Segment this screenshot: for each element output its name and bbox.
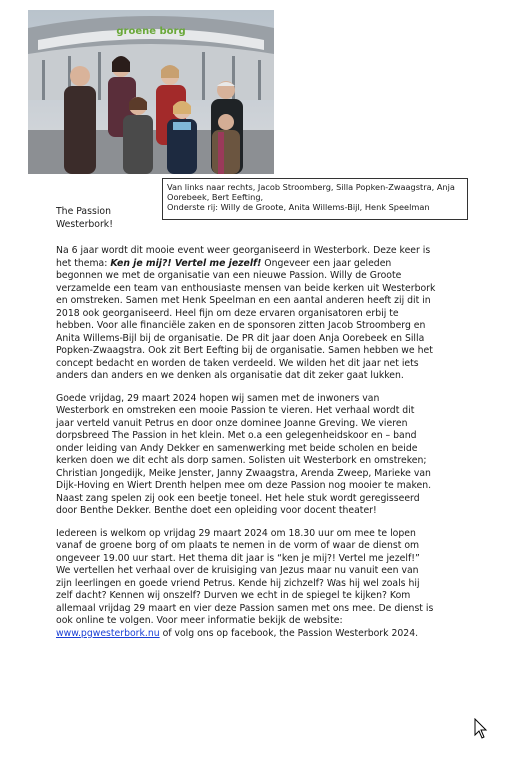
text-line: Anita Willems-Bijl bij de organisatie. De PR dit jaar doen Anja Oorebeek en Silla [56, 332, 425, 344]
after-link-text: of volg ons op facebook, the Passion Westerbork 2024. [159, 627, 419, 639]
side-title-line: The Passion [56, 206, 111, 217]
article-body [56, 245, 468, 650]
text-line: begonnen we met de organisatie van een nieuwe Passion. Willy de Groote [56, 270, 402, 281]
paragraph-intro [56, 245, 468, 383]
text-line: Popken-Zwaagstra. Ook zit Bert Eefting bij de organisatie. Samen hebben we het [56, 345, 433, 356]
text-line: We vertellen het verhaal over de kruisiging van Jezus maar nu vanuit een van [56, 565, 419, 576]
text-line: allemaal vrijdag 29 maart en vier deze Passion samen met ons mee. De dienst is [56, 602, 434, 614]
pointer-icon [474, 718, 488, 740]
theme-prefix: het thema: [56, 257, 111, 269]
website-link[interactable]: www.pgwesterbork.nu [56, 627, 160, 639]
text-line: ook online te volgen. Voor meer informatie bekijk de website: [56, 615, 343, 626]
text-line: 2018 ook georganiseerd. Heel fijn om deze ervaren organisatoren erbij te [56, 307, 399, 319]
paragraph-invitation [56, 528, 468, 641]
text-line: Iedereen is welkom op vrijdag 29 maart 2024 om 18.30 uur om mee te lopen [56, 527, 416, 539]
side-title [56, 206, 156, 231]
text-line: jaar verteld vanuit Petrus en door onze dominee Joanne Greving. We vieren [56, 417, 408, 429]
text-line: Dijk-Hoving en Wiert Drenth helpen mee om deze Passion nog mooier te maken. [56, 480, 432, 491]
text-line: Christian Jongedijk, Meike Jenster, Janny Zwaagstra, Arenda Zweep, Marieke van [56, 467, 431, 479]
text-line [56, 258, 468, 271]
text-line: Naast zang spelen zij ook een beetje toneel. Het hele stuk wordt geregisseerd [56, 492, 420, 504]
paragraph-event [56, 393, 468, 518]
text-line: verzamelde een team van enthousiaste mensen van beide kerken uit Westerbork [56, 282, 436, 294]
text-line: door Benthe Dekker. Benthe doet een opleiding voor docent theater! [56, 505, 377, 516]
text-line: anders dan anders en we denken als organisatie dat dit zeker gaat lukken. [56, 370, 404, 381]
side-title-line: Westerbork! [56, 218, 113, 230]
group-photo [28, 10, 274, 174]
text-line: dorpsbreed The Passion in het klein. Met o.a een gelegenheidskoor en – band [56, 430, 417, 441]
text-line: Westerbork en omstreken een mooie Passion te vieren. Het verhaal wordt dit [56, 405, 415, 416]
text-line: vanaf de groene borg of om plaats te nemen in de vorm of waar de dienst om [56, 540, 420, 551]
text-line: Na 6 jaar wordt dit mooie event weer georganiseerd in Westerbork. Deze keer is [56, 245, 431, 256]
group-photo-illustration [28, 10, 274, 174]
mouse-cursor [474, 718, 488, 744]
text-line: en omstreken. Samen met Henk Speelman en een aantal anderen heeft zij dit in [56, 295, 431, 306]
text-line: Goede vrijdag, 29 maart 2024 hopen wij samen met de inwoners van [56, 392, 380, 404]
text-line: zijn leerlingen en goede vriend Petrus. Kende hij zichzelf? Was hij wel zoals hij [56, 577, 420, 589]
text-line: kerken doen we dit echt als dorp samen. Solisten uit Westerbork en omstreken; [56, 455, 427, 466]
building-sign: groene borg [116, 26, 186, 37]
text-line: concept bedacht en worden de taken verdeeld. We wilden het dit jaar net iets [56, 357, 419, 369]
text-line: zelf dacht? Kennen wij onszelf? Durven we echt in de spiegel te kijken? Kom [56, 590, 411, 601]
caption-line: Van links naar rechts, Jacob Stroomberg, Silla Popken-Zwaagstra, Anja [167, 182, 455, 192]
theme-suffix: Ongeveer een jaar geleden [261, 257, 392, 269]
caption-line: Oorebeek, Bert Eefting, [167, 192, 264, 203]
text-line [56, 628, 468, 641]
caption-line: Onderste rij: Willy de Groote, Anita Willems-Bijl, Henk Speelman [167, 202, 430, 213]
text-line: hebben. Voor alle financiële zaken en de sponsoren zitten Jacob Stroomberg en [56, 320, 426, 331]
photo-caption [162, 178, 468, 220]
text-line: onder leiding van Andy Dekker en samenwerking met beide scholen en beide [56, 442, 418, 454]
theme-title: Ken je mij?! Vertel me jezelf! [110, 257, 262, 269]
text-line: ongeveer 19.00 uur start. Het thema dit jaar is “ken je mij?! Vertel me jezelf!” [56, 552, 420, 564]
